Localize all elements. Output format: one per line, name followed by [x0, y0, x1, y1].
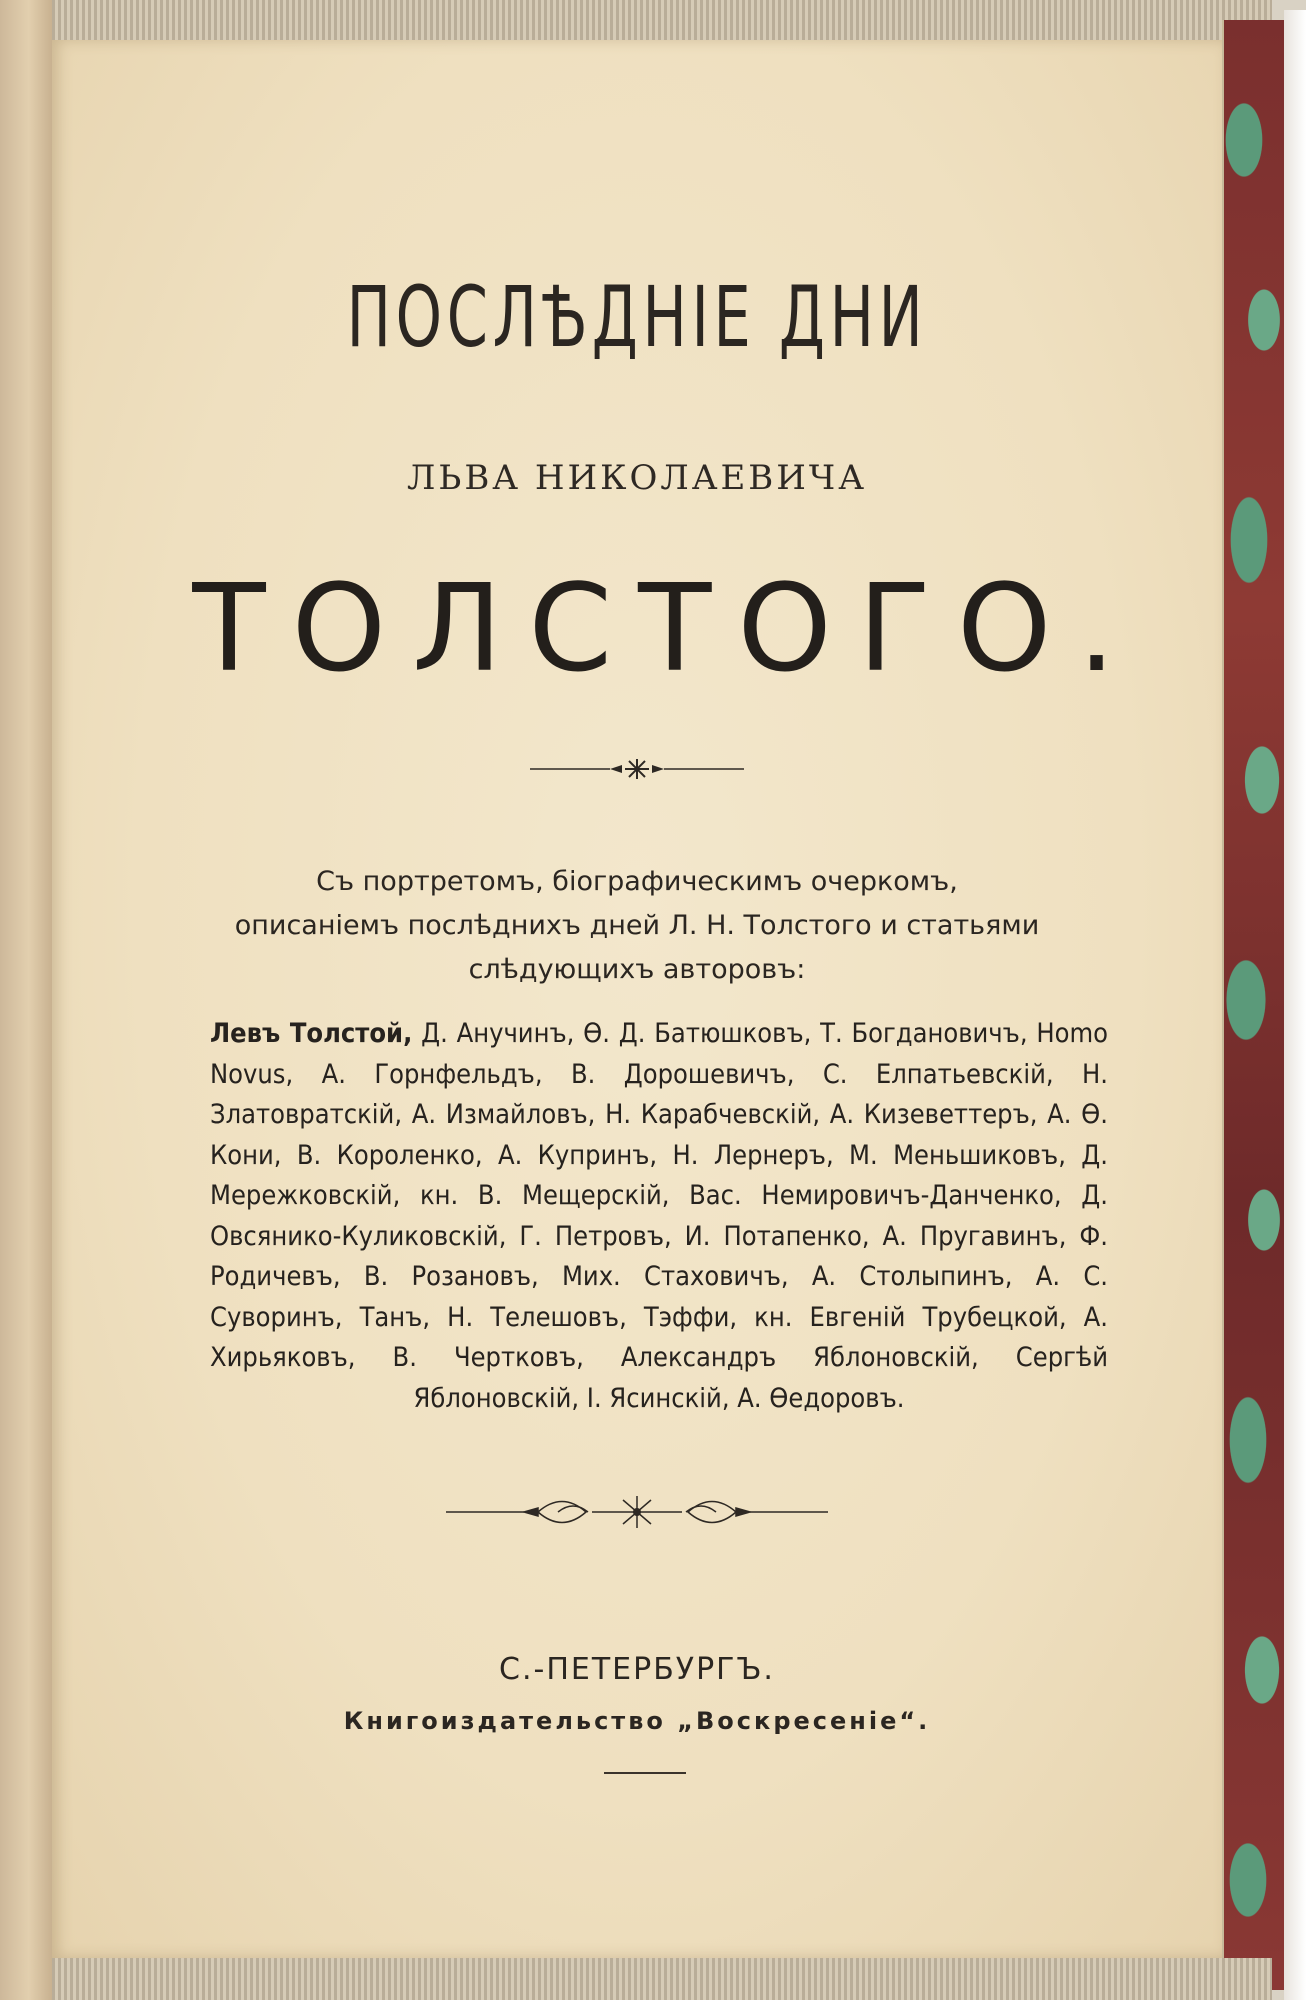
small-ornament-divider — [530, 758, 744, 780]
facing-page-edge — [0, 0, 52, 2000]
title-line-2: ЛЬВА НИКОЛАЕВИЧА — [407, 458, 867, 498]
subtitle-block — [52, 860, 1222, 992]
subtitle-line-1: Съ портретомъ, біографическимъ очеркомъ, — [316, 866, 958, 897]
authors-list — [210, 1014, 1108, 1419]
subtitle-line-3: слѣдующихъ авторовъ: — [468, 954, 806, 985]
subtitle-line-2: описаніемъ послѣднихъ дней Л. Н. Толстого и статьями — [234, 910, 1040, 941]
marbled-endpaper — [1222, 20, 1286, 1990]
bottom-rule — [604, 1772, 686, 1774]
bottom-cloth-edge — [52, 1958, 1272, 2000]
authors-rest: Д. Анучинъ, Ѳ. Д. Батюшковъ, Т. Богдановичъ, Homo Novus, А. Горнфельдъ, В. Дорошевичъ, С. Елпатьевскій, Н. Златовратскій, А. Измайловъ, Н. Карабчевскій, А. Кизеветтеръ, А. Ѳ. Кони, В. Короленко, А. Купринъ, Н. Лернеръ, М. Меньшиковъ, Д. Мережковскій, кн. В. Мещерскій, Вас. Немировичъ-Данченко, Д. Овсянико-Куликовскій, Г. Петровъ, И. Потапенко, А. Пругавинъ, Ф. Родичевъ, В. Розановъ, Мих. Стаховичъ, А. Столыпинъ, А. С. Суворинъ, Танъ, Н. Телешовъ, Тэффи, кн. Евгеній Трубецкой, А. Хирьяковъ, В. Чертковъ, Александръ Яблоновскій, Сергѣй Яблоновскій, І. Ясинскій, А. Ѳедоровъ. — [210, 1018, 1108, 1414]
title-line-1: ПОСЛѢДНІЕ ДНИ — [346, 268, 928, 366]
top-cloth-edge — [52, 0, 1272, 40]
title-line-3: ТОЛСТОГО. — [192, 560, 1142, 699]
imprint-city: С.-ПЕТЕРБУРГЪ. — [499, 1652, 775, 1687]
imprint-publisher: Книгоиздательство „Воскресеніе“. — [343, 1707, 931, 1735]
background-edge — [1284, 10, 1306, 2000]
title-page — [52, 40, 1222, 1958]
authors-lead: Левъ Толстой, — [210, 1018, 413, 1049]
ornamental-divider — [446, 1492, 828, 1532]
